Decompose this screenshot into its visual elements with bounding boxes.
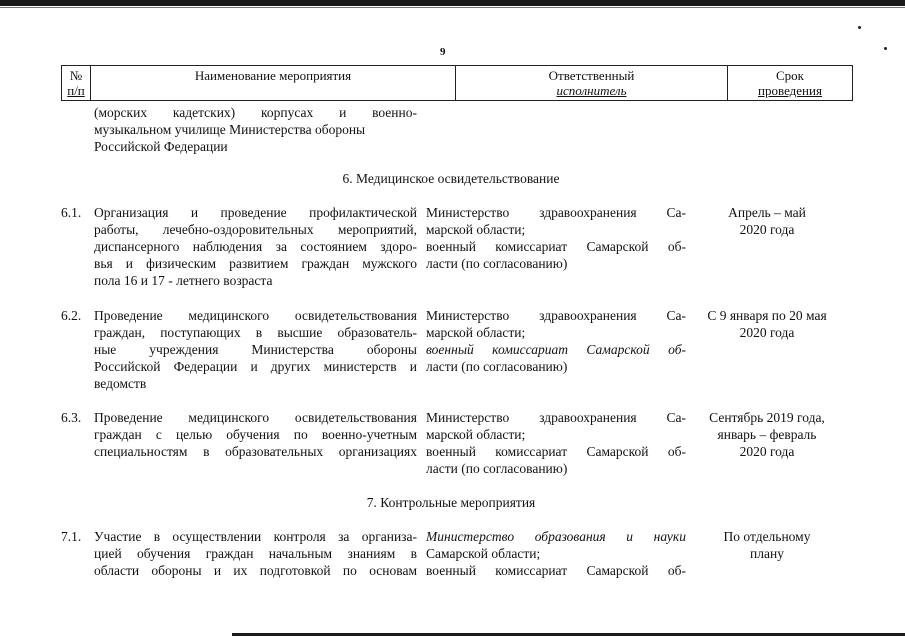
text-line: 2020 года xyxy=(739,222,795,237)
text-line: ласти (по согласованию) xyxy=(426,256,568,271)
item-responsible xyxy=(426,307,686,375)
text-line: военный комиссариат Самарской об- xyxy=(426,563,686,578)
item-term xyxy=(693,307,841,341)
header-responsible-sublabel: исполнитель xyxy=(556,83,627,98)
header-number-label: № xyxy=(69,68,83,83)
text-line: С 9 января по 20 мая xyxy=(707,308,827,323)
item-responsible xyxy=(426,204,686,272)
header-responsible-label: Ответственный xyxy=(548,68,635,83)
item-number: 6.3. xyxy=(61,410,82,425)
item-name xyxy=(94,409,417,460)
text-line: военный комиссариат Самарской об- xyxy=(426,239,686,254)
text-line: работы, лечебно-оздоровительных мероприятий, xyxy=(94,222,417,237)
text-line: 2020 года xyxy=(739,325,795,340)
text-line: специальностям в образовательных организациях xyxy=(94,444,417,459)
text-line: (морских кадетских) корпусах и военно- xyxy=(94,105,417,120)
section-7-title: 7. Контрольные мероприятия xyxy=(366,495,536,510)
scan-speck xyxy=(858,26,861,29)
text-line: Сентябрь 2019 года, xyxy=(709,410,825,425)
header-responsible-column xyxy=(456,66,728,100)
item-number: 6.2. xyxy=(61,308,82,323)
text-line: Организация и проведение профилактической xyxy=(94,205,417,220)
text-line: Министерство образования и науки xyxy=(426,529,686,544)
header-number-sublabel: п/п xyxy=(67,83,85,98)
text-line: граждан, поступающих в высшие образователь- xyxy=(94,325,417,340)
text-line: цией обучения граждан начальным знаниям в xyxy=(94,546,417,561)
text-line: январь – февраль xyxy=(717,427,817,442)
text-line: военный комиссариат Самарской об- xyxy=(426,444,686,459)
text-line: вья и физическим развитием граждан мужского xyxy=(94,256,417,271)
scan-bottom-border xyxy=(232,633,905,636)
text-line: Проведение медицинского освидетельствования xyxy=(94,410,417,425)
text-line: области обороны и их подготовкой по основам xyxy=(94,563,417,578)
text-line: диспансерного наблюдения за состоянием здоро- xyxy=(94,239,417,254)
item-responsible xyxy=(426,528,686,579)
item-number: 6.1. xyxy=(61,205,82,220)
text-line: По отдельному xyxy=(723,529,811,544)
item-name xyxy=(94,307,417,392)
text-line: Участие в осуществлении контроля за организа- xyxy=(94,529,417,544)
text-line: ласти (по согласованию) xyxy=(426,359,568,374)
text-line: ные учреждения Министерства обороны xyxy=(94,342,417,357)
header-term-label: Срок xyxy=(776,68,804,83)
scan-top-border-thin xyxy=(0,7,905,8)
header-name-label: Наименование мероприятия xyxy=(194,68,352,83)
page-number: 9 xyxy=(440,46,446,58)
text-line: Российской Федерации xyxy=(94,139,228,154)
text-line: Самарской области; xyxy=(426,546,541,561)
text-line: ведомств xyxy=(94,376,147,391)
text-line: музыкальном училище Министерства обороны xyxy=(94,122,366,137)
text-line: пола 16 и 17 - летнего возраста xyxy=(94,273,273,288)
text-line: марской области; xyxy=(426,222,526,237)
table-header xyxy=(61,65,853,101)
text-line: военный комиссариат Самарской об- xyxy=(426,342,686,357)
item-responsible xyxy=(426,409,686,477)
header-number-column xyxy=(62,66,91,100)
text-line: марской области; xyxy=(426,325,526,340)
text-line: Российской Федерации и других министерств и xyxy=(94,359,417,374)
text-line: марской области; xyxy=(426,427,526,442)
scan-top-border xyxy=(0,0,905,6)
text-line: граждан с целью обучения по военно-учетным xyxy=(94,427,417,442)
scan-speck xyxy=(884,47,887,50)
header-name-column xyxy=(91,66,456,100)
text-line: Министерство здравоохранения Са- xyxy=(426,410,686,425)
header-term-sublabel: проведения xyxy=(758,83,822,98)
item-term xyxy=(693,409,841,460)
text-line: Апрель – май xyxy=(728,205,806,220)
text-line: 2020 года xyxy=(739,444,795,459)
text-line: Министерство здравоохранения Са- xyxy=(426,308,686,323)
header-term-column xyxy=(728,66,852,100)
item-name xyxy=(94,204,417,289)
text-line: плану xyxy=(750,546,784,561)
text-line: Министерство здравоохранения Са- xyxy=(426,205,686,220)
text-line: Проведение медицинского освидетельствования xyxy=(94,308,417,323)
item-name xyxy=(94,528,417,579)
section-6-title: 6. Медицинское освидетельствование xyxy=(342,171,560,186)
text-line: ласти (по согласованию) xyxy=(426,461,568,476)
item-term xyxy=(693,528,841,562)
item-number: 7.1. xyxy=(61,529,82,544)
continuation-text xyxy=(94,104,417,155)
item-term xyxy=(693,204,841,238)
